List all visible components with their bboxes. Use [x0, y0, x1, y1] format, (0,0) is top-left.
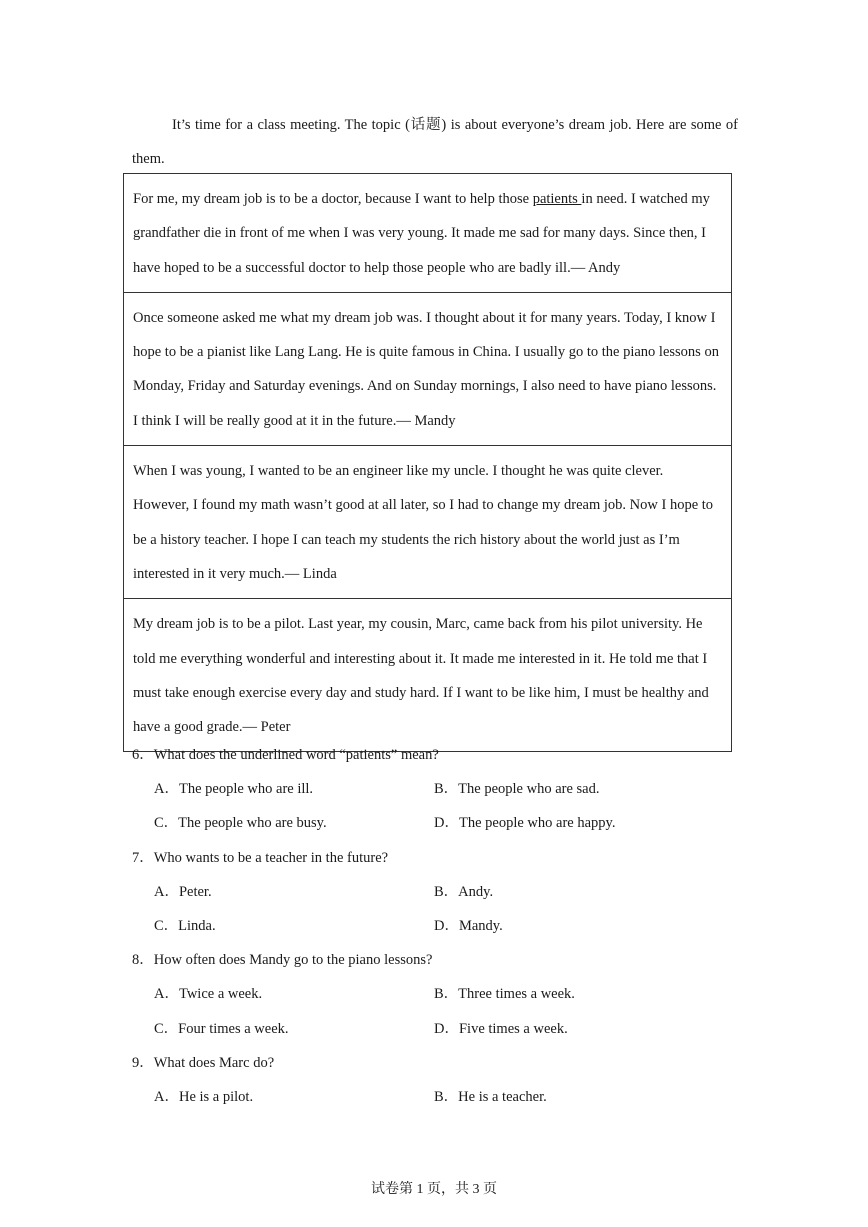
option-a[interactable]: A．The people who are ill.: [154, 781, 314, 798]
question-list: [132, 738, 752, 1114]
question-8: [132, 943, 752, 1046]
underlined-word: patients: [532, 191, 582, 207]
passage-andy: [124, 174, 731, 292]
option-d[interactable]: D．The people who are happy.: [434, 815, 616, 832]
intro-paragraph: It’s time for a class meeting. The topic (话题) is about everyone’s dream job. Here are some of them.: [132, 117, 738, 167]
question-9: [132, 1046, 752, 1114]
passage-text: My dream job is to be a pilot. Last year, my cousin, Marc, came back from his pilot university. He told me everything wonderful and interesting about it. It made me interested in it. He told me that I must take enough exercise every day and study hard. If I want to be like him, I must be healthy and have a good grade.— Peter: [133, 616, 709, 736]
option-grid: [132, 977, 752, 1045]
question-7: [132, 841, 752, 944]
question-stem: 8．How often does Mandy go to the piano lessons?: [132, 952, 433, 969]
page-footer: 试卷第 1 页，共 3 页: [371, 1182, 497, 1197]
passage-peter: [124, 598, 731, 751]
option-b[interactable]: B．He is a teacher.: [434, 1089, 547, 1106]
option-d[interactable]: D．Mandy.: [434, 918, 503, 935]
passage-linda: [124, 445, 731, 598]
question-stem: 7．Who wants to be a teacher in the future?: [132, 849, 389, 866]
option-b[interactable]: B．The people who are sad.: [434, 781, 600, 798]
passage-text: in need. I watched my grandfather die in front of me when I was very young. It made me sad for many days. Since then, I have hoped to be a successful doctor to help those people who are badly ill.— Andy: [133, 191, 710, 276]
option-c[interactable]: C．The people who are busy.: [154, 815, 327, 832]
passage-table: [123, 173, 732, 752]
passage-text: For me, my dream job is to be a doctor, because I want to help those: [133, 191, 533, 207]
passage-mandy: [124, 292, 731, 445]
option-a[interactable]: A．Peter.: [154, 883, 212, 900]
question-stem: 9．What does Marc do?: [132, 1054, 275, 1071]
question-stem: 6．What does the underlined word “patients” mean?: [132, 747, 439, 763]
option-grid: [132, 1080, 752, 1114]
option-d[interactable]: D．Five times a week.: [434, 1020, 568, 1037]
passage-text: When I was young, I wanted to be an engineer like my uncle. I thought he was quite clever. However, I found my math wasn’t good at all later, so I had to change my dream job. Now I hope to be a history teacher. I hope I can teach my students the rich history about the world just as I’m interested in it very much.— Linda: [133, 463, 714, 582]
option-a[interactable]: A．Twice a week.: [154, 986, 263, 1003]
option-b[interactable]: B．Three times a week.: [434, 986, 575, 1003]
passage-text: Once someone asked me what my dream job was. I thought about it for many years. Today, I know I hope to be a pianist like Lang Lang. He is quite famous in China. I usually go to the piano lessons on Monday, Friday and Saturday evenings. And on Sunday mornings, I also need to have piano lessons. I think I will be really good at it in the future.— Mandy: [133, 309, 719, 429]
option-grid: [132, 772, 752, 840]
option-c[interactable]: C．Four times a week.: [154, 1020, 289, 1037]
option-grid: [132, 875, 752, 943]
intro-section: [132, 108, 738, 176]
option-c[interactable]: C．Linda.: [154, 918, 216, 935]
option-b[interactable]: B．Andy.: [434, 883, 494, 900]
option-a[interactable]: A．He is a pilot.: [154, 1089, 254, 1106]
question-6: [132, 738, 752, 841]
